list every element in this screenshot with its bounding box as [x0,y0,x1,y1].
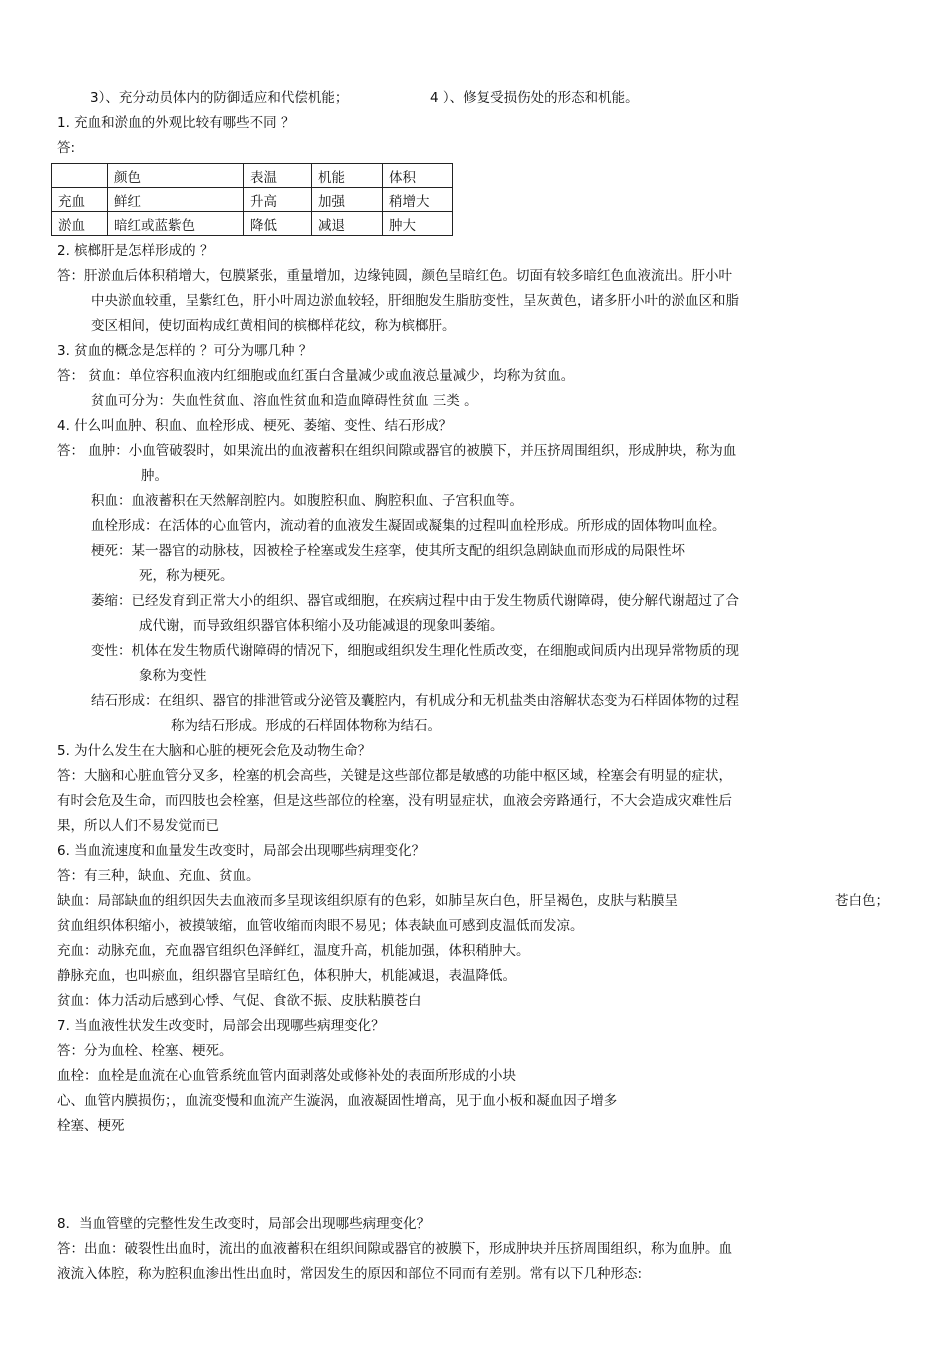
answer-line: 答：大脑和心脏血管分叉多，栓塞的机会高些，关键是这些部位都是敏感的功能中枢区域，栓塞会有明显的症状， [57,768,732,784]
intro-item-4: 4 ）、修复受损伤处的形态和机能。 [430,90,639,106]
answer-line: 血栓：血栓是血流在心血管系统血管内面剥落处或修补处的表面所形成的小块 [57,1068,516,1084]
answer-line: 果，所以人们不易发觉而已 [57,818,219,834]
table-cell: 降低 [244,212,312,236]
answer-line: 死，称为梗死。 [139,568,234,584]
question-2: 2. 槟榔肝是怎样形成的 ？ [57,243,214,259]
table-row [52,188,453,212]
table-cell: 肿大 [383,212,453,236]
answer-line: 积血：血液蓄积在天然解剖腔内。如腹腔积血、胸腔积血、子宫积血等。 [91,493,523,509]
table-header-row [52,164,453,188]
table-cell: 鲜红 [108,188,244,212]
answer-line: 贫血可分为：失血性贫血、溶血性贫血和造血障碍性贫血 三类 。 [91,393,478,409]
answer-line: 答：有三种，缺血、充血、贫血。 [57,868,260,884]
answer-line: 称为结石形成。形成的石样固体物称为结石。 [171,718,441,734]
answer-line: 栓塞、梗死 [57,1118,125,1134]
answer-line: 结石形成：在组织、器官的排泄管或分泌管及囊腔内，有机成分和无机盐类由溶解状态变为石样固体物的过程 [91,693,739,709]
answer-line: 答：分为血栓、栓塞、梗死。 [57,1043,233,1059]
answer-label-1: 答: [57,140,76,156]
answer-line: 贫血组织体积缩小，被摸皱缩，血管收缩而肉眼不易见；体表缺血可感到皮温低而发凉。 [57,918,584,934]
answer-line: 成代谢，而导致组织器官体积缩小及功能减退的现象叫萎缩。 [139,618,504,634]
table-cell: 稍增大 [383,188,453,212]
answer-line: 血栓形成：在活体的心血管内，流动着的血液发生凝固或凝集的过程叫血栓形成。所形成的固体物叫血栓。 [91,518,726,534]
answer-line: 象称为变性 [139,668,207,684]
table-header-cell: 体积 [383,164,453,188]
question-1: 1. 充血和淤血的外观比较有哪些不同 ？ [57,115,295,131]
answer-line: 静脉充血，也叫瘀血，组织器官呈暗红色，体积肿大，机能减退，表温降低。 [57,968,516,984]
answer-line: 充血：动脉充血，充血器官组织色泽鲜红，温度升高，机能加强，体积稍肿大。 [57,943,530,959]
question-4: 4. 什么叫血肿、积血、血栓形成、梗死、萎缩、变性、结石形成？ [57,418,453,434]
answer-line: 有时会危及生命，而四肢也会栓塞，但是这些部位的栓塞，没有明显症状，血液会旁路通行，不大会造成灾难性后 [57,793,732,809]
intro-item-3: 3）、充分动员体内的防御适应和代偿机能； [90,90,349,106]
answer-line: 贫血：体力活动后感到心悸、气促、食欲不振、皮肤粘膜苍白 [57,993,422,1009]
table-cell: 减退 [312,212,383,236]
question-7: 7. 当血液性状发生改变时，局部会出现哪些病理变化？ [57,1018,385,1034]
table-cell: 充血 [52,188,108,212]
answer-line: 答： 血肿：小血管破裂时，如果流出的血液蓄积在组织间隙或器官的被膜下，并压挤周围组织，形成肿块，称为血 [57,443,737,459]
answer-line: 萎缩：已经发育到正常大小的组织、器官或细胞，在疾病过程中由于发生物质代谢障碍，使分解代谢超过了合 [91,593,739,609]
table-row [52,212,453,236]
table-header-cell: 颜色 [108,164,244,188]
answer-line: 变性：机体在发生物质代谢障碍的情况下，细胞或组织发生理化性质改变，在细胞或间质内出现异常物质的现 [91,643,739,659]
answer-line: 答：肝淤血后体积稍增大，包膜紧张，重量增加，边缘钝圆，颜色呈暗红色。切面有较多暗红色血液流出。肝小叶 [57,268,732,284]
answer-line: 液流入体腔，称为腔积血渗出性出血时，常因发生的原因和部位不同而有差别。常有以下几种形态: [57,1266,643,1282]
answer-line: 苍白色； [835,893,889,909]
question-5: 5. 为什么发生在大脑和心脏的梗死会危及动物生命？ [57,743,372,759]
table-cell: 暗红或蓝紫色 [108,212,244,236]
table-header-cell: 机能 [312,164,383,188]
question-6: 6. 当血流速度和血量发生改变时，局部会出现哪些病理变化？ [57,843,426,859]
question-8: 8．当血管壁的完整性发生改变时，局部会出现哪些病理变化？ [57,1216,431,1232]
table-header-cell: 表温 [244,164,312,188]
answer-line: 心、血管内膜损伤；，血流变慢和血流产生漩涡，血液凝固性增高，见于血小板和凝血因子增多 [57,1093,618,1109]
answer-line: 梗死：某一器官的动脉枝，因被栓子栓塞或发生痉挛，使其所支配的组织急剧缺血而形成的局限性坏 [91,543,685,559]
answer-line: 变区相间，使切面构成红黄相间的槟榔样花纹，称为槟榔肝。 [91,318,456,334]
table-header-cell [52,164,108,188]
answer-line: 肿。 [141,468,168,484]
table-cell: 升高 [244,188,312,212]
comparison-table [51,163,453,236]
answer-line: 答： 贫血：单位容积血液内红细胞或血红蛋白含量减少或血液总量减少，均称为贫血。 [57,368,575,384]
table-cell: 淤血 [52,212,108,236]
question-3: 3. 贫血的概念是怎样的 ？可分为哪几种 ？ [57,343,313,359]
table-cell: 加强 [312,188,383,212]
answer-line: 中央淤血较重，呈紫红色，肝小叶周边淤血较轻，肝细胞发生脂肪变性，呈灰黄色，诸多肝小叶的淤血区和脂 [91,293,739,309]
answer-line: 缺血：局部缺血的组织因失去血液而多呈现该组织原有的色彩，如肺呈灰白色，肝呈褐色，皮肤与粘膜呈 [57,893,678,909]
answer-line: 答：出血：破裂性出血时，流出的血液蓄积在组织间隙或器官的被膜下，形成肿块并压挤周围组织，称为血肿。血 [57,1241,732,1257]
